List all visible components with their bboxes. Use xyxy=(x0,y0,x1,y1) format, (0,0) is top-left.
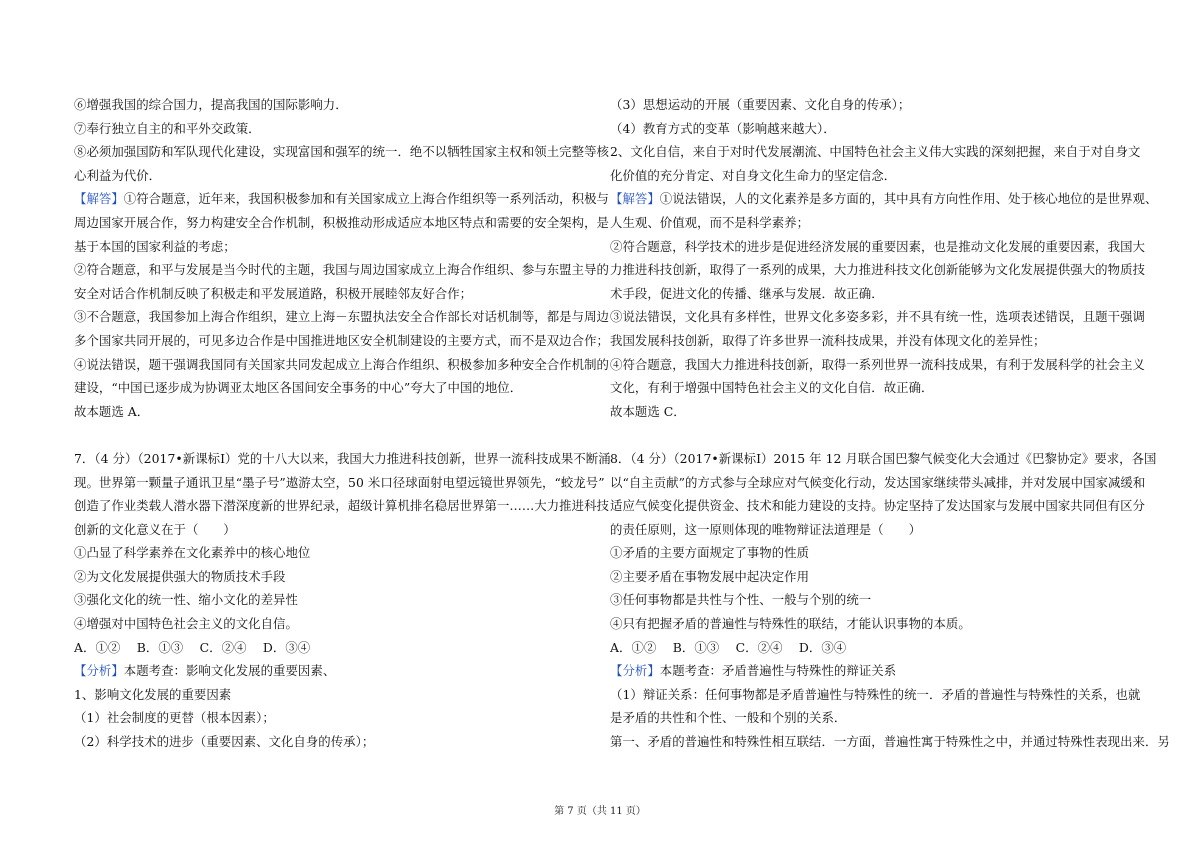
option-line: ①矛盾的主要方面规定了事物的性质 xyxy=(610,545,810,561)
text-line: 化价值的充分肯定、对自身文化生命力的坚定信念． xyxy=(610,167,897,183)
question-line: 创新的文化意义在于（ ） xyxy=(74,521,236,537)
question-line: 创造了作业类载人潜水器下潜深度新的世界纪录，超级计算机排名稳居世界第一……大力推进科技 xyxy=(74,498,609,514)
analysis-tag: 【分析】 xyxy=(74,663,124,679)
spacer xyxy=(74,423,604,447)
text-line: （2）科学技术的进步（重要因素、文化自身的传承）； xyxy=(74,734,375,750)
choices-line: A．①② B．①③ C．②④ D．③④ xyxy=(610,639,847,655)
text-line: ④符合题意，我国大力推进科技创新，取得一系列世界一流科技成果，有利于发展科学的社会主义 xyxy=(610,356,1145,372)
answer-line xyxy=(74,187,609,211)
question-line: 8．（4 分）（2017•新课标Ⅰ）2015 年 12 月联合国巴黎气候变化大会通过《巴黎协定》要求，各国 xyxy=(610,450,1157,466)
answer-text: ①符合题意，近年来，我国积极参加和有关国家成立上海合作组织等一系列活动，积极与 xyxy=(123,191,609,207)
right-column xyxy=(610,93,1170,754)
question-line: 适应气候变化提供资金、技术和能力建设的支持。协定坚持了发达国家与发展中国家共同但有区分 xyxy=(610,498,1145,514)
option-line: ②主要矛盾在事物发展中起决定作用 xyxy=(610,568,810,584)
analysis-text: 本题考查：影响文化发展的重要因素、 xyxy=(123,663,336,679)
question-line: 以“自主贡献”的方式参与全球应对气候变化行动，发达国家继续带头减排，并对发展中国家减缓和 xyxy=(610,474,1146,490)
text-line: ②符合题意，和平与发展是当今时代的主题，我国与周边国家成立上海合作组织、参与东盟主导的 xyxy=(74,262,609,278)
text-line: 是矛盾的共性和个性、一般和个别的关系． xyxy=(610,710,847,726)
text-line: 安全对话合作机制反映了积极走和平发展道路，积极开展睦邻友好合作； xyxy=(74,285,473,301)
text-line: 故本题选 A． xyxy=(74,403,150,419)
text-line: ⑧必须加强国防和军队现代化建设，实现富国和强军的统一．绝不以牺牲国家主权和领土完整等核 xyxy=(74,144,609,160)
answer-text: ①说法错误，人的文化素养是多方面的，其中具有方向性作用、处于核心地位的是世界观、 xyxy=(659,191,1158,207)
text-line: 周边国家开展合作，努力构建安全合作机制，积极推动形成适应本地区特点和需要的安全架构，是 xyxy=(74,214,609,230)
option-line: ①凸显了科学素养在文化素养中的核心地位 xyxy=(74,545,311,561)
question-line: 的责任原则，这一原则体现的唯物辩证法道理是（ ） xyxy=(610,521,922,537)
answer-tag: 【解答】 xyxy=(74,191,124,207)
option-line: ③任何事物都是共性与个性、一般与个别的统一 xyxy=(610,592,872,608)
text-line: 心利益为代价． xyxy=(74,167,162,183)
option-line: ④增强对中国特色社会主义的文化自信。 xyxy=(74,616,298,632)
text-line: 建设，“中国已逐步成为协调亚太地区各国间安全事务的中心”夸大了中国的地位． xyxy=(74,380,523,396)
text-line: （1）辩证关系：任何事物都是矛盾普遍性与特殊性的统一．矛盾的普遍性与特殊性的关系，也就 xyxy=(610,686,1141,702)
text-line: 2、文化自信，来自于对时代发展潮流、中国特色社会主义伟大实践的深刻把握，来自于对自身文 xyxy=(610,144,1141,160)
text-line: ②符合题意，科学技术的进步是促进经济发展的重要因素，也是推动文化发展的重要因素，我国大 xyxy=(610,238,1145,254)
text-line: 基于本国的国家利益的考虑； xyxy=(74,238,236,254)
text-line: （4）教育方式的变革（影响越来越大）． xyxy=(610,120,836,136)
text-line: （3）思想运动的开展（重要因素、文化自身的传承）； xyxy=(610,97,911,112)
analysis-tag: 【分析】 xyxy=(610,663,660,679)
text-line: 术手段，促进文化的传播、继承与发展．故正确． xyxy=(610,285,884,301)
text-line: ⑦奉行独立自主的和平外交政策． xyxy=(74,120,261,136)
option-line: ②为文化发展提供强大的物质技术手段 xyxy=(74,568,286,584)
spacer xyxy=(610,423,1140,447)
text-line: 文化，有利于增强中国特色社会主义的文化自信．故正确． xyxy=(610,380,934,396)
left-column xyxy=(74,93,611,754)
text-line: ③说法错误，文化具有多样性，世界文化多姿多彩，并不具有统一性，选项表述错误，且题干强调 xyxy=(610,309,1145,325)
text-line: ④说法错误，题干强调我国同有关国家共同发起成立上海合作组织、积极参加多种安全合作机制的 xyxy=(74,356,609,372)
option-line: ③强化文化的统一性、缩小文化的差异性 xyxy=(74,592,298,608)
text-line: 人生观、价值观，而不是科学素养； xyxy=(610,214,810,230)
text-line: 第一、矛盾的普遍性和特殊性相互联结．一方面，普遍性寓于特殊性之中，并通过特殊性表现出来．另 xyxy=(610,734,1170,750)
analysis-text: 本题考查：矛盾普遍性与特殊性的辩证关系 xyxy=(659,663,897,679)
text-line: 故本题选 C． xyxy=(610,403,686,419)
text-line: 多个国家共同开展的，可见多边合作是中国推进地区安全机制建设的主要方式，而不是双边合作； xyxy=(74,332,609,348)
text-line: ⑥增强我国的综合国力，提高我国的国际影响力． xyxy=(74,97,348,112)
text-line: 我国发展科技创新，取得了许多世界一流科技成果，并没有体现文化的差异性； xyxy=(610,332,1046,348)
question-line: 7．（4 分）（2017•新课标Ⅰ）党的十八大以来，我国大力推进科技创新，世界一流科技成果不断涌 xyxy=(74,450,611,466)
answer-tag: 【解答】 xyxy=(610,191,660,207)
question-line: 现。世界第一颗量子通讯卫星“墨子号”遨游太空，50 米口径球面射电望远镜世界领先，“蛟龙号” xyxy=(74,474,605,490)
choices-line: A．①② B．①③ C．②④ D．③④ xyxy=(74,639,311,655)
analysis-line xyxy=(610,659,1140,683)
text-line: 力推进科技创新，取得了一系列的成果，大力推进科技文化创新能够为文化发展提供强大的物质技 xyxy=(610,262,1145,278)
answer-line xyxy=(610,187,1158,211)
text-line: ③不合题意，我国参加上海合作组织，建立上海－东盟执法安全合作部长对话机制等，都是与周边 xyxy=(74,309,609,325)
page-footer: 第 7 页（共 11 页） xyxy=(554,806,646,817)
text-line: 1、影响文化发展的重要因素 xyxy=(74,686,232,702)
option-line: ④只有把握矛盾的普遍性与特殊性的联结，才能认识事物的本质。 xyxy=(610,616,971,632)
text-line: （1）社会制度的更替（根本因素）； xyxy=(74,710,275,726)
analysis-line xyxy=(74,659,604,683)
